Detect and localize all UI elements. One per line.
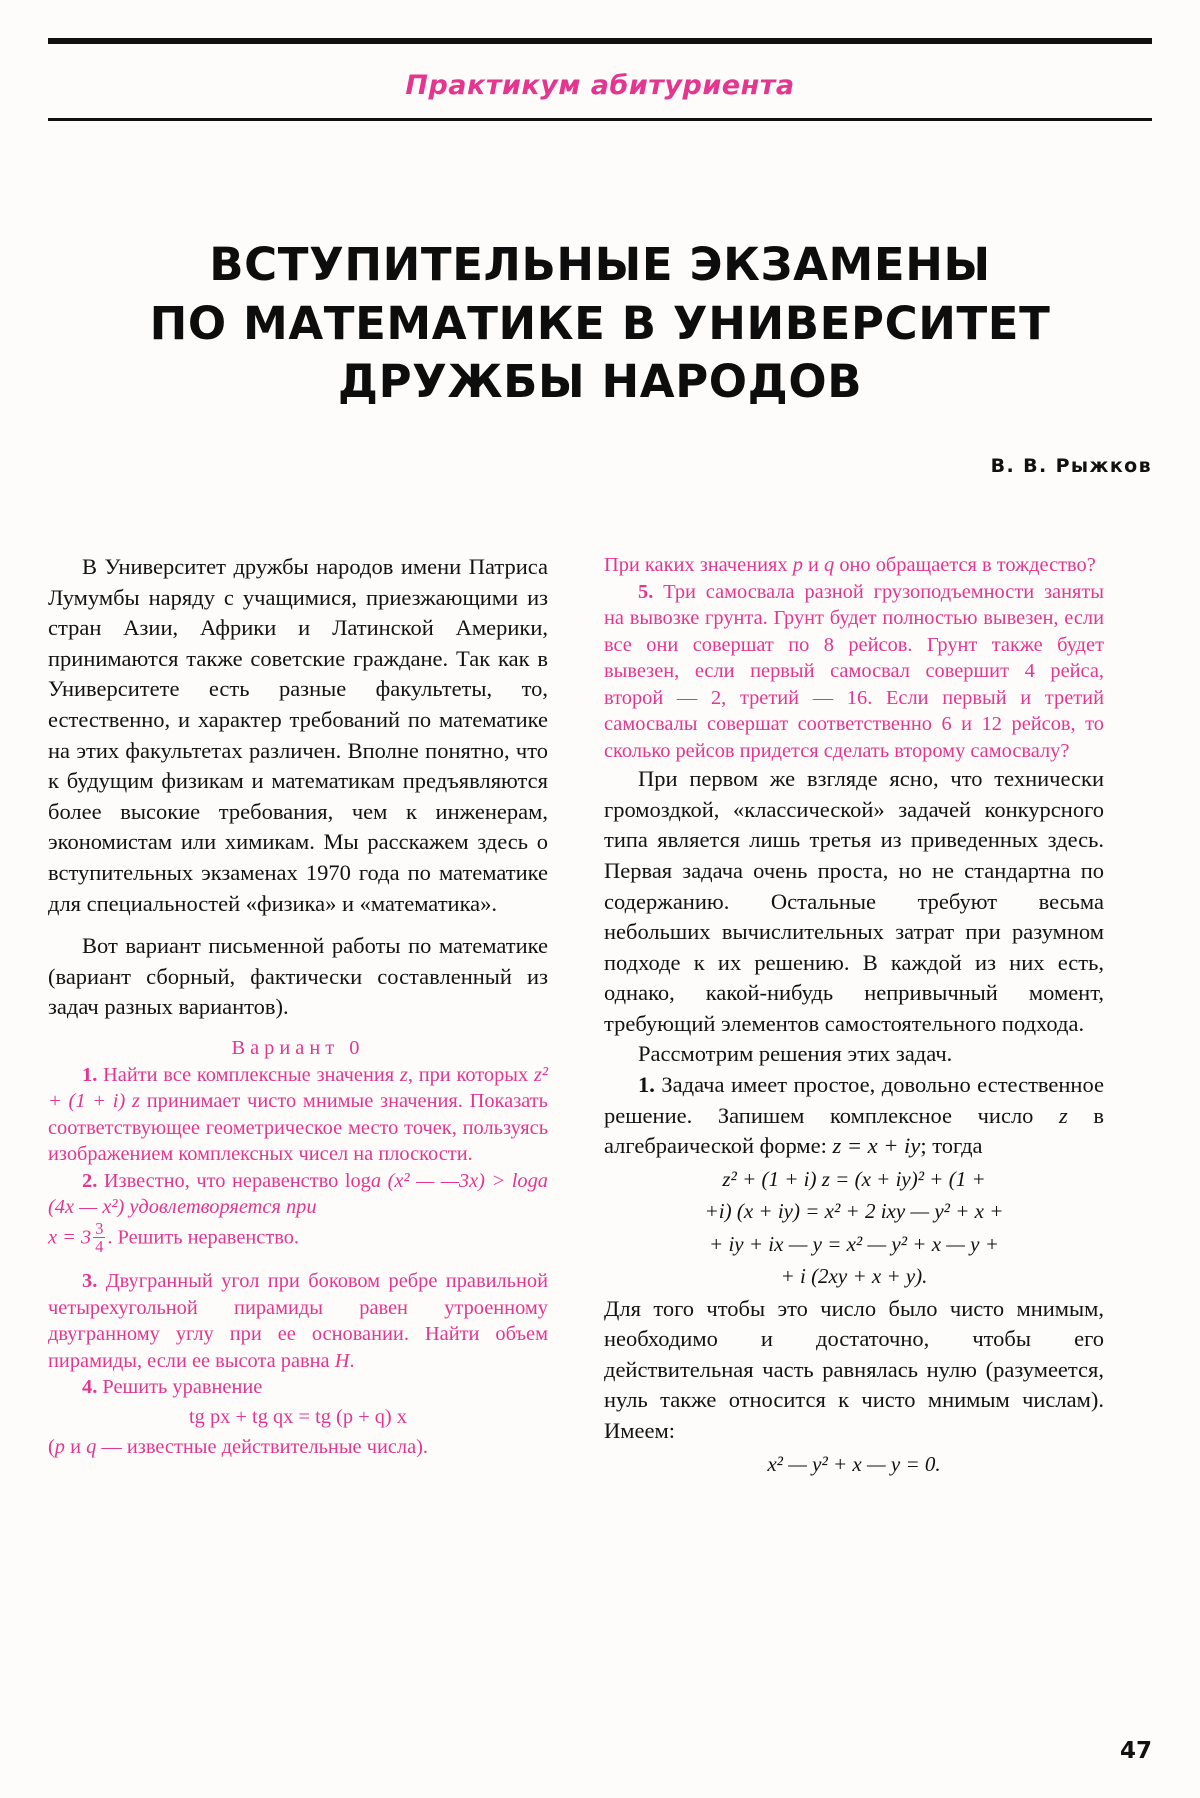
solution-1-text-a: Задача имеет простое, довольно естественное решение. Запишем комплексное число: [604, 1072, 1104, 1128]
problem-2-number: 2.: [82, 1169, 98, 1192]
problem-2-text-a: Известно, что неравенство log: [97, 1169, 371, 1192]
variant-heading: Вариант 0: [231, 1036, 365, 1059]
problem-2-text-d: . Решить неравенство.: [107, 1226, 300, 1249]
problem-3: [48, 1268, 548, 1374]
problem-5: [604, 579, 1104, 765]
problem-3-text: Двугранный угол при боковом ребре правильной четырехугольной пирамиды равен утроенному двугранному углу при ее основании. Найти объем пирамиды, если ее высота равна: [48, 1270, 548, 1372]
problem-1-expression: z² + (1 + i) z: [48, 1063, 548, 1113]
paragraph-intro-2: Вот вариант письменной работы по математике (вариант сборный, фактически составленный из задач разных вариантов).: [48, 933, 548, 1020]
note-var-q: q: [86, 1436, 97, 1459]
paragraph-transition: Рассмотрим решения этих задач.: [638, 1041, 953, 1067]
question-var-q: q: [824, 554, 835, 576]
problem-4: [48, 1374, 548, 1401]
paragraph-intro-1: В Университет дружбы народов имени Патриса Лумумбы наряду с учащимися, приезжающими из стран Азии, Африки и Латинской Америки, принимаются также советские граждане. Так как в Университете есть разные факультеты, то, естественно, и характер требований по математике на этих факультетах различен. Вполне понятно, что к будущим физикам и математикам предъявляются более высокие требования, чем к инженерам, экономистам или химикам. Мы расскажем здесь о вступительных экзаменах 1970 года по математике для специальностей «физика» и «математика».: [48, 554, 548, 916]
problem-3-number: 3.: [82, 1270, 98, 1293]
problem-1-text-a: Найти все комплексные значения: [97, 1063, 400, 1086]
equation-2-body: +i) (x + iy) = x² + 2 ixy — y² + x +: [704, 1199, 1004, 1224]
problem-4-number: 4.: [82, 1376, 98, 1399]
note-conj: и: [65, 1436, 87, 1459]
solution-1-algebraic-form: z = x + iy: [832, 1133, 921, 1159]
question-text-a: При каких значениях: [604, 554, 793, 576]
problem-4-question: [604, 552, 1104, 579]
problem-1: [48, 1062, 548, 1168]
problem-1-text-c: принимает чисто мнимые значения. Показать соответствующее геометрическое место точек, пользуясь изображением комплексных чисел на плоскости.: [48, 1090, 548, 1166]
problem-4-note: [48, 1434, 548, 1461]
fraction-denominator: 4: [95, 1237, 104, 1257]
solution-1-text-b: в алгебраической форме:: [604, 1102, 1104, 1159]
solution-discussion: [604, 764, 1104, 1479]
question-conj: и: [802, 554, 825, 576]
equation-3-body: + iy + ix — y = x² — y² + x — y +: [709, 1231, 999, 1256]
top-rule: [48, 38, 1152, 44]
equation-line-3: [604, 1229, 1104, 1259]
problem-2-log-base-2: a: [537, 1169, 548, 1192]
solution-1: [604, 1070, 1104, 1162]
solution-1-text-c: ; тогда: [920, 1133, 983, 1159]
note-tail: — известные действительные числа).: [96, 1436, 429, 1459]
problem-1-var-z: z: [399, 1063, 408, 1086]
equation-line-5: [604, 1449, 1104, 1479]
page-number: 47: [1119, 1738, 1152, 1764]
solution-1-var-z: z: [1059, 1102, 1068, 1128]
note-open-paren: (: [48, 1436, 55, 1459]
problem-2: [48, 1168, 548, 1221]
problem-2-text-b: (x² — —3x) > log: [381, 1169, 538, 1192]
column-left: [48, 552, 548, 1692]
equation-4-body: + i (2xy + x + y).: [780, 1264, 928, 1289]
rubric-bar: [48, 56, 1152, 114]
problem-2-text-c: (4x — x²) удовлетворяется при: [48, 1196, 317, 1219]
problem-list-continued: [604, 552, 1104, 764]
problem-1-number: 1.: [82, 1063, 98, 1086]
problem-3-var-h: H: [334, 1349, 350, 1372]
page-title: [48, 236, 1152, 412]
intro-text: [48, 552, 548, 1023]
equation-1-body: z² + (1 + i) z = (x + iy)² + (1 +: [722, 1166, 986, 1191]
equation-line-1: [604, 1164, 1104, 1194]
problem-2-log-base-1: a: [370, 1169, 382, 1192]
solution-1-number: 1.: [638, 1072, 655, 1098]
problem-2-x-value: x = 3: [48, 1226, 92, 1249]
paragraph-condition: Для того чтобы это число было чисто мнимым, необходимо и достаточно, чтобы его действительная часть равнялась нулю (разумеется, нуль также относится к чисто мнимым числам). Имеем:: [604, 1295, 1104, 1443]
problem-4-text: Решить уравнение: [97, 1376, 263, 1399]
problem-2-fraction: [93, 1220, 105, 1255]
note-var-p: p: [54, 1436, 65, 1459]
title-line-1: ВСТУПИТЕЛЬНЫЕ ЭКЗАМЕНЫ: [209, 238, 991, 292]
question-var-p: p: [792, 554, 803, 576]
rubric-label: Практикум абитуриента: [405, 69, 795, 101]
equation-line-2: [604, 1196, 1104, 1226]
problem-5-text: Три самосвала разной грузоподъемности заняты на вывозке грунта. Грунт будет полностью вывезен, если все они совершат по 8 рейсов. Грунт также будет вывезен, если первый самосвал совершит 4 рейса, второй — 2, третий — 16. Если первый и третий самосвалы совершат соответственно 6 и 12 рейсов, то сколько рейсов придется сделать второму самосвалу?: [604, 580, 1104, 762]
problem-3-period: .: [349, 1349, 355, 1372]
problem-2-condition: [48, 1221, 548, 1256]
article-columns: [48, 552, 1152, 1692]
problem-list: [48, 1037, 548, 1461]
equation-5-body: x² — y² + x — y = 0.: [767, 1451, 941, 1476]
equation-line-4: [604, 1261, 1104, 1291]
title-line-2: ПО МАТЕМАТИКЕ В УНИВЕРСИТЕТ: [149, 296, 1051, 350]
paragraph-analysis: При первом же взгляде ясно, что технически громоздкой, «классической» задачей конкурсного типа является лишь третья из приведенных здесь. Первая задача очень проста, но не стандартна по содержанию. Остальные требуют весьма небольших вычислительных затрат при разумном подходе к их решению. В каждой из них есть, однако, какой-нибудь непривычный момент, требующий элементов самостоятельного подхода.: [604, 766, 1104, 1036]
author-byline: В. В. Рыжков: [990, 455, 1152, 477]
question-text-c: оно обращается в тождество?: [834, 554, 1096, 576]
rubric-underline: [48, 118, 1152, 121]
problem-5-number: 5.: [638, 580, 654, 603]
problem-1-text-b: , при которых: [407, 1063, 534, 1086]
column-right: [604, 552, 1104, 1692]
title-line-3: ДРУЖБЫ НАРОДОВ: [337, 355, 863, 409]
problem-4-equation: tg px + tg qx = tg (p + q) x: [188, 1405, 407, 1428]
fraction-numerator: 3: [95, 1219, 104, 1238]
